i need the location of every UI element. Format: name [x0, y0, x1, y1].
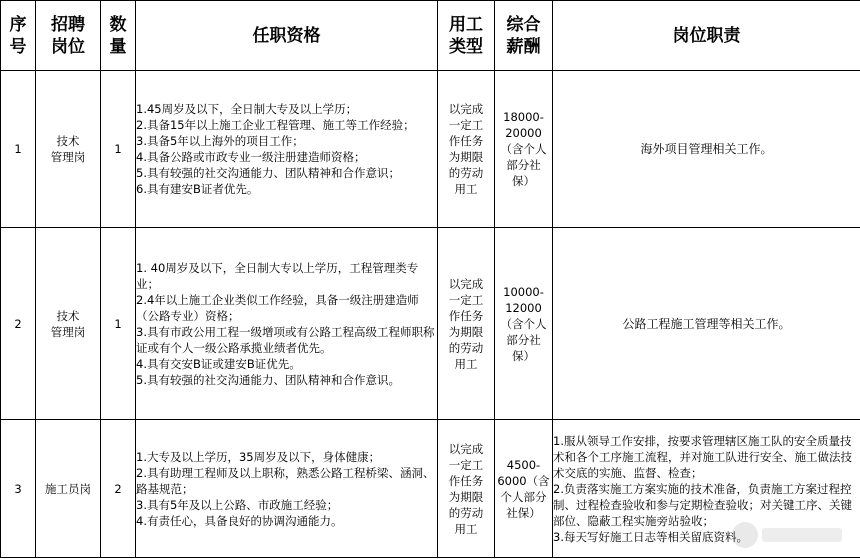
header-no: 序 号 [1, 1, 36, 71]
cell-position: 技术 管理岗 [36, 71, 101, 228]
cell-position: 技术 管理岗 [36, 228, 101, 420]
cell-qualification: 1. 40周岁及以下，全日制大专以上学历，工程管理类专业； 2.4年以上施工企业类似工作经验，具备一级注册建造师（公路专业）资格； 3.具有市政公用工程一级增项或有公路工程高级工程师职称证或有个人一级公路承揽业绩者优先。 4.具有交安B证或建安B证优先。 5.具有较强的社交沟通能力、团队精神和合作意识。 [136, 228, 438, 420]
cell-no: 3 [1, 420, 36, 558]
cell-count: 2 [101, 420, 136, 558]
cell-salary: 18000- 20000 （含个人 部分社 保） [495, 71, 553, 228]
cell-duty: 海外项目管理相关工作。 [553, 71, 860, 228]
header-qualification: 任职资格 [136, 1, 438, 71]
cell-qualification: 1.45周岁及以下，全日制大专及以上学历； 2.具备15年以上施工企业工程管理、施工等工作经验； 3.具备5年以上海外的项目工作； 4.具备公路或市政专业一级注册建造师资格； 5.具有较强的社交沟通能力、团队精神和合作意识； 6.具有建安B证者优先。 [136, 71, 438, 228]
table-row [1, 228, 860, 420]
header-employment-type: 用工 类型 [438, 1, 495, 71]
cell-employment-type: 以完成 一定工 作任务 为期限 的劳动 用工 [438, 420, 495, 558]
cell-salary: 4500- 6000（含 个人部分 社保） [495, 420, 553, 558]
cell-position: 施工员岗 [36, 420, 101, 558]
header-position: 招聘 岗位 [36, 1, 101, 71]
cell-qualification: 1.大专及以上学历，35周岁及以下，身体健康； 2.具有助理工程师及以上职称，熟悉公路工程桥梁、涵洞、路基规范； 3.具有5年及以上公路、市政施工经验； 4.有责任心，具备良好的协调沟通能力。 [136, 420, 438, 558]
cell-duty: 公路工程施工管理等相关工作。 [553, 228, 860, 420]
cell-count: 1 [101, 71, 136, 228]
cell-duty: 1.服从领导工作安排，按要求管理辖区施工队的安全质量技术和各个工序施工流程，并对施工队进行安全、施工做法技术交底的实施、监督、检查； 2.负责落实施工方案实施的技术准备，负责施工方案过程控制、过程检查验收和参与定期检查验收；对关键工序、关键部位、隐蔽工程实施旁站验收； 3.每天写好施工日志等相关留底资料。 [553, 420, 860, 558]
header-count: 数 量 [101, 1, 136, 71]
header-row [1, 1, 860, 71]
header-duty: 岗位职责 [553, 1, 860, 71]
cell-employment-type: 以完成 一定工 作任务 为期限 的劳动 用工 [438, 71, 495, 228]
header-salary: 综合 薪酬 [495, 1, 553, 71]
cell-no: 1 [1, 71, 36, 228]
cell-no: 2 [1, 228, 36, 420]
cell-employment-type: 以完成 一定工 作任务 为期限 的劳动 用工 [438, 228, 495, 420]
cell-salary: 10000- 12000 （含个人 部分社 保） [495, 228, 553, 420]
table-row [1, 420, 860, 558]
table-row [1, 71, 860, 228]
cell-count: 1 [101, 228, 136, 420]
